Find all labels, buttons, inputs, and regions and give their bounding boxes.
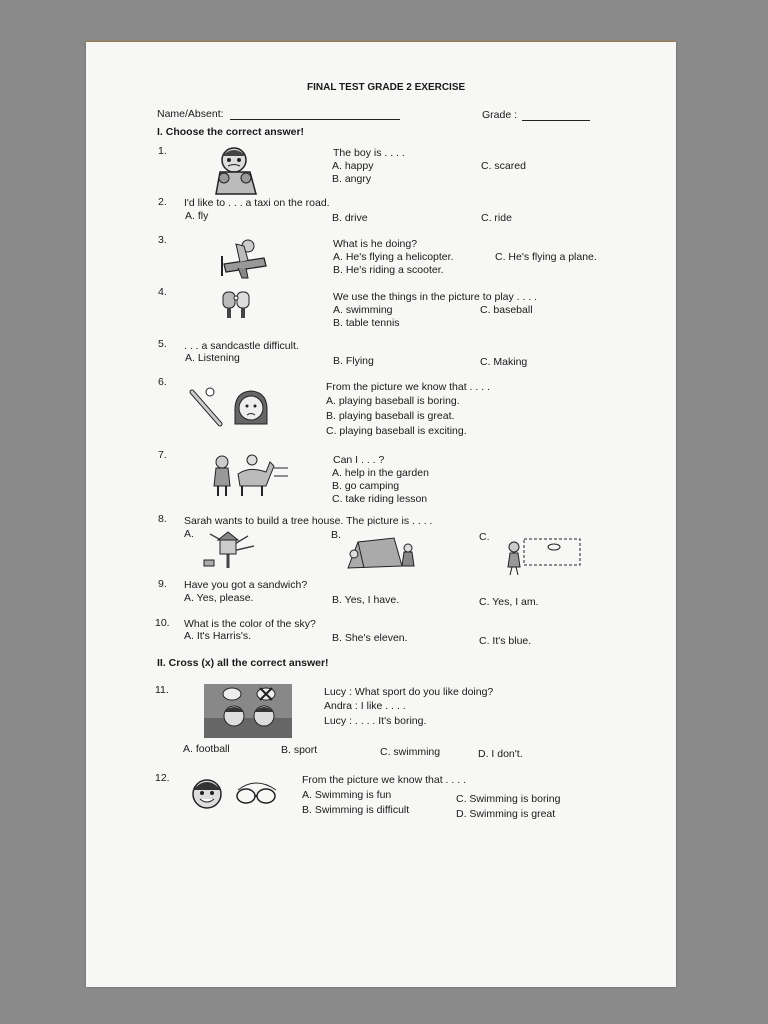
q3-option-c[interactable]: C. He's flying a plane. [495, 251, 597, 263]
baseball-bat-icon [186, 384, 226, 428]
grade-label: Grade : [482, 109, 518, 121]
q12-number: 12. [155, 772, 170, 784]
q2-option-b[interactable]: B. drive [332, 212, 368, 224]
two-kids-sports-icon [204, 684, 292, 738]
q9-option-a[interactable]: A. Yes, please. [184, 592, 254, 604]
q10-number: 10. [155, 617, 170, 629]
q11-option-c[interactable]: C. swimming [380, 746, 441, 758]
q4-option-b[interactable]: B. table tennis [333, 317, 400, 329]
q3-option-b[interactable]: B. He's riding a scooter. [333, 264, 444, 276]
q4-option-a[interactable]: A. swimming [333, 304, 393, 316]
q10-option-c[interactable]: C. It's blue. [479, 635, 532, 647]
q12-option-a[interactable]: A. Swimming is fun [302, 789, 392, 801]
q2-option-c[interactable]: C. ride [481, 212, 512, 224]
q9-option-b[interactable]: B. Yes, I have. [332, 594, 400, 606]
q12-stem: From the picture we know that . . . . [302, 774, 466, 786]
swimming-goggles-icon [234, 780, 280, 808]
q5-stem: . . . a sandcastle difficult. [184, 340, 299, 352]
q10-option-a[interactable]: A. It's Harris's. [184, 630, 252, 642]
q6-stem: From the picture we know that . . . . [326, 381, 490, 393]
horse-riding-icon [210, 452, 290, 498]
q11-dialog-line-2: Andra : I like . . . . [324, 700, 406, 712]
table-tennis-paddles-icon [222, 290, 252, 322]
q1-stem: The boy is . . . . [333, 147, 405, 159]
q11-option-b[interactable]: B. sport [281, 744, 318, 756]
smiling-boy-icon [188, 776, 226, 810]
q2-option-a[interactable]: A. fly [185, 210, 209, 222]
q12-option-d[interactable]: D. Swimming is great [456, 808, 556, 820]
q8-option-a[interactable]: A. [184, 528, 194, 540]
q9-option-c[interactable]: C. Yes, I am. [479, 596, 539, 608]
angry-boy-icon [212, 144, 260, 196]
q8-number: 8. [158, 513, 167, 525]
q5-number: 5. [158, 338, 167, 350]
q10-option-b[interactable]: B. She's eleven. [332, 632, 408, 644]
q12-option-c[interactable]: C. Swimming is boring [456, 793, 561, 805]
q11-option-d[interactable]: D. I don't. [478, 748, 523, 760]
q2-stem: I'd like to . . . a taxi on the road. [184, 197, 330, 209]
q9-stem: Have you got a sandwich? [184, 579, 308, 591]
name-blank[interactable] [230, 119, 400, 120]
boy-on-plane-icon [220, 238, 268, 280]
girl-with-blueprint-icon [502, 535, 582, 577]
q4-option-c[interactable]: C. baseball [480, 304, 533, 316]
q6-number: 6. [158, 376, 167, 388]
section-1-heading: I. Choose the correct answer! [157, 126, 305, 138]
sad-girl-icon [232, 388, 270, 428]
q11-option-a[interactable]: A. football [183, 743, 230, 755]
q7-number: 7. [158, 449, 167, 461]
q7-option-a[interactable]: A. help in the garden [332, 467, 429, 479]
q6-option-c[interactable]: C. playing baseball is exciting. [326, 425, 467, 437]
q3-number: 3. [158, 234, 167, 246]
q11-number: 11. [155, 684, 169, 696]
q6-option-b[interactable]: B. playing baseball is great. [326, 410, 455, 422]
q8-option-c[interactable]: C. [479, 531, 490, 543]
section-2-heading: II. Cross (x) all the correct answer! [157, 657, 329, 669]
tree-house-icon [198, 530, 262, 570]
q4-stem: We use the things in the picture to play . . . . [333, 291, 538, 303]
q2-number: 2. [158, 196, 167, 208]
q1-option-a[interactable]: A. happy [332, 160, 374, 172]
q6-option-a[interactable]: A. playing baseball is boring. [326, 395, 460, 407]
q1-number: 1. [158, 145, 167, 157]
grade-blank[interactable] [522, 120, 590, 121]
q1-option-c[interactable]: C. scared [481, 160, 526, 172]
q3-stem: What is he doing? [333, 238, 418, 250]
q8-stem: Sarah wants to build a tree house. The picture is . . . . [184, 515, 433, 527]
tent-camping-icon [344, 534, 420, 572]
q1-option-b[interactable]: B. angry [332, 173, 372, 185]
q9-number: 9. [158, 578, 167, 590]
q10-stem: What is the color of the sky? [184, 618, 316, 630]
q5-option-b[interactable]: B. Flying [333, 355, 374, 367]
name-label: Name/Absent: [157, 108, 224, 120]
q11-dialog-line-3: Lucy : . . . . It's boring. [324, 715, 427, 727]
q7-option-c[interactable]: C. take riding lesson [332, 493, 428, 505]
q5-option-c[interactable]: C. Making [480, 356, 528, 368]
q8-option-b[interactable]: B. [331, 529, 341, 541]
q12-option-b[interactable]: B. Swimming is difficult [302, 804, 410, 816]
q5-option-a[interactable]: A. Listening [185, 352, 240, 364]
q7-stem: Can I . . . ? [333, 454, 385, 466]
q3-option-a[interactable]: A. He's flying a helicopter. [333, 251, 454, 263]
q7-option-b[interactable]: B. go camping [332, 480, 400, 492]
q11-dialog-line-1: Lucy : What sport do you like doing? [324, 686, 494, 698]
page-title: FINAL TEST GRADE 2 EXERCISE [307, 82, 466, 93]
q4-number: 4. [158, 286, 167, 298]
